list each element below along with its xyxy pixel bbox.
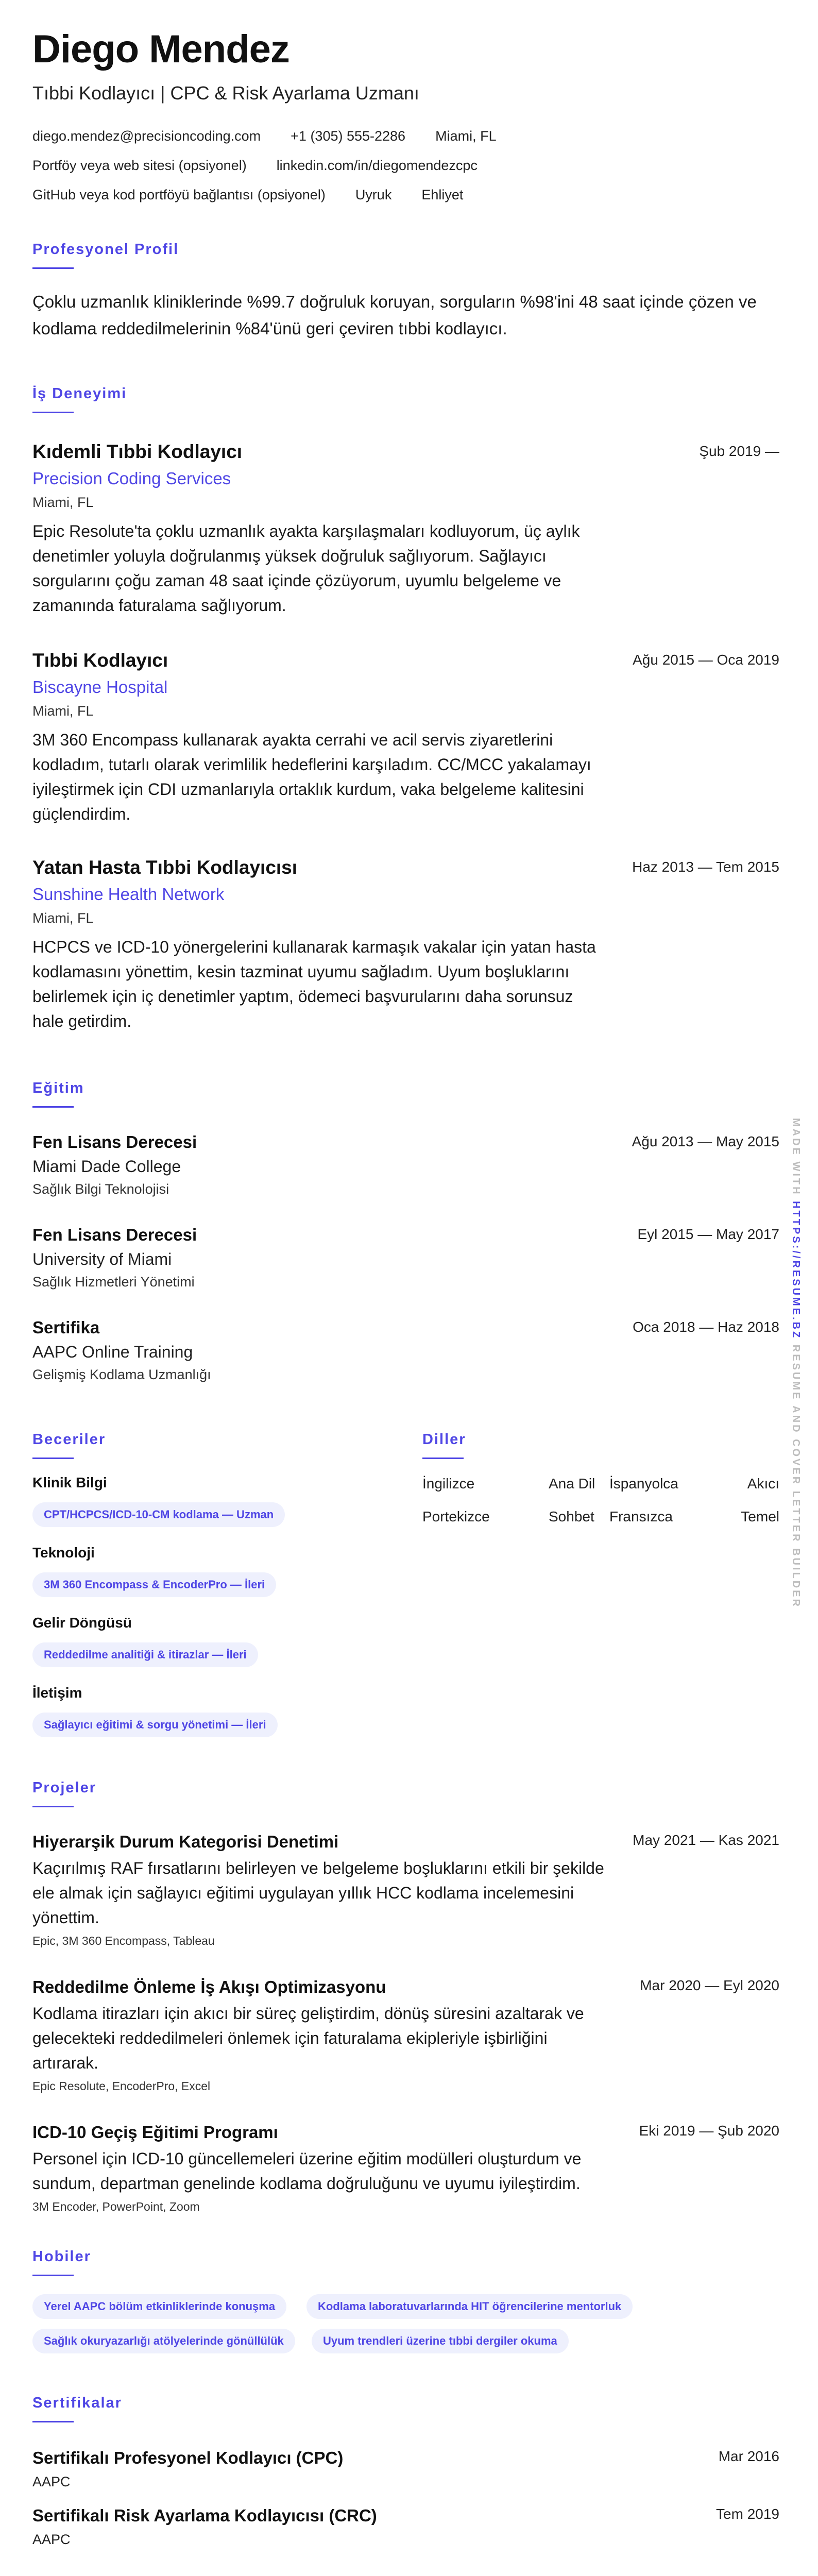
project-tech: Epic, 3M 360 Encompass, Tableau [32,1934,215,1947]
education-school: AAPC Online Training [32,1343,193,1361]
education-dates: Eyl 2015 — May 2017 [637,1226,779,1242]
phone-number[interactable]: +1 (305) 555-2286 [291,128,406,144]
watermark-suffix: RESUME AND COVER LETTER BUILDER [790,1344,802,1608]
education-degree: Sertifika [32,1318,100,1337]
skill-group [32,1545,276,1597]
section-divider [32,412,74,413]
section-title: Sertifikalar [32,2395,122,2411]
section-divider [32,2275,74,2276]
section-title: Eğitim [32,1080,84,1096]
section-title: Profesyonel Profil [32,241,179,258]
education-entry [32,1132,779,1197]
skill-category: Klinik Bilgi [32,1475,107,1490]
hobby-chip: Sağlık okuryazarlığı atölyelerinde gönüllülük [32,2329,295,2353]
certification-date: Tem 2019 [716,2506,779,2522]
education-school: Miami Dade College [32,1157,181,1176]
email-link[interactable]: diego.mendez@precisioncoding.com [32,128,261,144]
skill-chip: 3M 360 Encompass & EncoderPro — İleri [32,1572,276,1597]
section-divider [32,267,74,269]
project-dates: Eki 2019 — Şub 2020 [639,2123,779,2139]
section-divider [32,2421,74,2422]
job-location: Miami, FL [32,910,94,926]
job-description: 3M 360 Encompass kullanarak ayakta cerrahi ve acil servis ziyaretlerini kodladım, tutarlı olarak verimlilik hedeflerini karşıladım. CC/MCC yakalamayı iyileştirmek için CDI uzmanlarıyla ortaklık kurdum, vaka belgeleme kalitesini güçlendirdim. [32,731,591,823]
contact-row [32,151,779,180]
certification-name: Sertifikalı Risk Ayarlama Kodlayıcısı (CRC) [32,2506,377,2525]
project-entry [32,2123,779,2214]
skill-category: Teknoloji [32,1545,95,1561]
job-dates: Haz 2013 — Tem 2015 [632,859,779,875]
driving-license: Ehliyet [421,187,464,202]
job-description: Epic Resolute'ta çoklu uzmanlık ayakta karşılaşmaları kodluyorum, üç aylık denetimler yoluyla doğrulanmış yüksek doğruluk sağlıyorum. Sağlayıcı sorgularını çoğu zaman 48 saat içinde çözüyorum, uyumlu belgeleme ve zamanında faturalama sağlıyorum. [32,522,580,615]
project-entry [32,1832,779,1948]
certification-issuer: AAPC [32,2532,71,2547]
job-entry [32,441,779,618]
section-title: Diller [422,1431,466,1448]
project-dates: May 2021 — Kas 2021 [633,1832,779,1848]
resume-page [32,0,779,2547]
education-field: Sağlık Hizmetleri Yönetimi [32,1274,195,1290]
skill-chip: Reddedilme analitiği & itirazlar — İleri [32,1642,258,1667]
education-entry [32,1318,779,1383]
skill-group [32,1685,278,1737]
certification-entry [32,2506,779,2548]
watermark-link[interactable]: HTTPS://RESUME.BZ [790,1201,802,1340]
skill-group [32,1475,285,1527]
languages-section-heading [422,1431,466,1459]
hobby-chip: Kodlama laboratuvarlarında HIT öğrencilerine mentorluk [306,2294,633,2319]
language-level: Temel [741,1509,779,1524]
skill-category: Gelir Döngüsü [32,1615,132,1631]
skills-section-heading [32,1431,106,1459]
education-field: Gelişmiş Kodlama Uzmanlığı [32,1367,211,1382]
contact-row [32,180,779,210]
job-location: Miami, FL [32,495,94,510]
education-degree: Fen Lisans Derecesi [32,1225,197,1244]
job-location: Miami, FL [32,703,94,719]
project-dates: Mar 2020 — Eyl 2020 [640,1977,779,1993]
project-entry [32,1977,779,2093]
job-company: Precision Coding Services [32,469,231,488]
education-dates: Ağu 2013 — May 2015 [632,1133,779,1149]
certification-entry [32,2448,779,2490]
section-divider [32,1806,74,1807]
candidate-name: Diego Mendez [32,27,289,71]
section-title: Beceriler [32,1431,106,1448]
project-tech: 3M Encoder, PowerPoint, Zoom [32,2200,200,2213]
education-dates: Oca 2018 — Haz 2018 [633,1319,779,1335]
skill-chip: Sağlayıcı eğitimi & sorgu yönetimi — İleri [32,1713,278,1737]
hobby-chip: Uyum trendleri üzerine tıbbi dergiler okuma [312,2329,569,2353]
certifications-section-heading [32,2395,122,2422]
job-entry [32,857,779,1033]
education-degree: Fen Lisans Derecesi [32,1132,197,1151]
experience-section-heading [32,385,127,413]
language-level: Akıcı [747,1476,779,1492]
certification-issuer: AAPC [32,2474,71,2489]
job-company: Sunshine Health Network [32,885,225,904]
builder-watermark [786,1118,802,1608]
job-dates: Ağu 2015 — Oca 2019 [633,652,779,668]
language-level: Ana Dil [549,1476,595,1492]
section-title: Hobiler [32,2248,91,2265]
certification-name: Sertifikalı Profesyonel Kodlayıcı (CPC) [32,2448,344,2467]
section-divider [32,1106,74,1108]
project-description: Kaçırılmış RAF fırsatlarını belirleyen ve belgeleme boşluklarını etkili bir şekilde ele almak için sağlayıcı eğitimi uygulayan yıllık HCC kodlama incelemesini yönettim. [32,1859,604,1927]
hobbies-section-heading [32,2248,91,2276]
section-divider [32,1458,74,1459]
project-description: Personel için ICD-10 güncellemeleri üzerine eğitim modülleri oluşturdum ve sundum, departman genelinde kodlama doğruluğunu ve uyumu iyileştirdim. [32,2149,582,2193]
education-section-heading [32,1080,84,1108]
projects-section-heading [32,1780,96,1807]
skill-category: İletişim [32,1685,82,1701]
job-title: Yatan Hasta Tıbbi Kodlayıcısı [32,857,298,878]
profile-summary: Çoklu uzmanlık kliniklerinde %99.7 doğruluk koruyan, sorguların %98'ini 48 saat içinde çözen ve kodlama reddedilmelerinin %84'ünü geri çeviren tıbbi kodlayıcı. [32,292,757,338]
education-school: University of Miami [32,1250,172,1268]
education-entry [32,1225,779,1290]
job-description: HCPCS ve ICD-10 yönergelerini kullanarak karmaşık vakalar için yatan hasta kodlamasını yönettim, kesin tazminat uyumu sağladım. Uyum boşluklarını belirlemek için iç denetimler yaptım, ödemeci başvurularını daha sorunsuz hale getirdim. [32,938,596,1030]
project-title: Reddedilme Önleme İş Akışı Optimizasyonu [32,1977,386,1996]
profile-section-heading [32,241,179,269]
language-name: Portekizce [422,1509,490,1524]
linkedin-link[interactable]: linkedin.com/in/diegomendezcpc [276,158,478,173]
job-entry [32,650,779,826]
contact-row [32,122,779,151]
project-title: ICD-10 Geçiş Eğitimi Programı [32,2123,278,2142]
skill-chip: CPT/HCPCS/ICD-10-CM kodlama — Uzman [32,1502,285,1527]
hobby-chip: Yerel AAPC bölüm etkinliklerinde konuşma [32,2294,286,2319]
job-title: Kıdemli Tıbbi Kodlayıcı [32,441,243,462]
certification-date: Mar 2016 [718,2448,779,2464]
section-title: Projeler [32,1780,96,1796]
location: Miami, FL [435,128,497,144]
project-tech: Epic Resolute, EncoderPro, Excel [32,2079,211,2093]
skill-group [32,1615,258,1667]
education-field: Sağlık Bilgi Teknolojisi [32,1181,169,1197]
language-name: Fransızca [609,1509,673,1524]
language-name: İspanyolca [609,1476,678,1492]
job-dates: Şub 2019 — [699,443,779,459]
candidate-headline: Tıbbi Kodlayıcı | CPC & Risk Ayarlama Uzmanı [32,82,419,104]
resume-header [32,0,779,210]
section-divider [422,1458,464,1459]
section-title: İş Deneyimi [32,385,127,402]
project-description: Kodlama itirazları için akıcı bir süreç geliştirdim, dönüş süresini azaltarak ve gelecekteki reddedilmeleri önlemek için faturalama ekipleriyle işbirliğini artırarak. [32,2004,584,2072]
portfolio-link[interactable]: Portföy veya web sitesi (opsiyonel) [32,158,247,173]
project-title: Hiyerarşik Durum Kategorisi Denetimi [32,1832,339,1851]
language-level: Sohbet [549,1509,594,1524]
job-company: Biscayne Hospital [32,677,168,697]
nationality: Uyruk [355,187,392,202]
watermark-prefix: MADE WITH [790,1118,802,1196]
job-title: Tıbbi Kodlayıcı [32,650,168,671]
contact-info [32,122,779,210]
github-link[interactable]: GitHub veya kod portföyü bağlantısı (opsiyonel) [32,187,326,202]
language-name: İngilizce [422,1476,475,1492]
